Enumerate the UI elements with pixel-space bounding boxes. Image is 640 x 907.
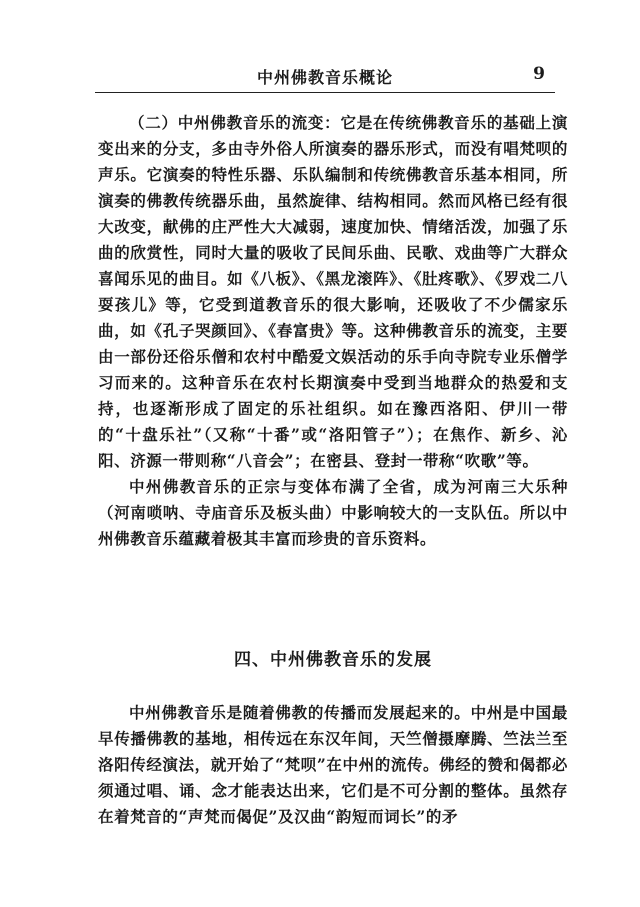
page-header — [95, 60, 555, 93]
section-body — [98, 700, 568, 830]
running-header-title: 中州佛教音乐概论 — [256, 68, 393, 87]
page-number: 9 — [533, 64, 545, 84]
section-heading: 四、中州佛教音乐的发展 — [234, 650, 432, 670]
paragraph-summary: 中州佛教音乐的正宗与变体布满了全省，成为河南三大乐种（河南唢呐、寺庙音乐及板头曲）中影响较大的一支队伍。所以中州佛教音乐蕴藏着极其丰富而珍贵的音乐资料。 — [98, 477, 568, 548]
body-text — [98, 110, 568, 552]
paragraph-development: 中州佛教音乐是随着佛教的传播而发展起来的。中州是中国最早传播佛教的基地，相传远在东汉年间，天竺僧摄摩腾、竺法兰至洛阳传经演法，就开始了“梵呗”在中州的流传。佛经的赞和偈都必须通过唱、诵、念才能表达出来，它们是不可分割的整体。虽然存在着梵音的“声梵而偈促”及汉曲“韵短而词长”的矛 — [98, 703, 568, 826]
paragraph-evolution: （二）中州佛教音乐的流变：它是在传统佛教音乐的基础上演变出来的分支，多由寺外俗人所演奏的器乐形式，而没有唱梵呗的声乐。它演奏的特性乐器、乐队编制和传统佛教音乐基本相同，所演奏的佛教传统器乐曲，虽然旋律、结构相同。然而风格已经有很大改变，献佛的庄严性大大减弱，速度加快、情绪活泼，加强了乐曲的欣赏性，同时大量的吸收了民间乐曲、民歌、戏曲等广大群众喜闻乐见的曲目。如《八板》、《黑龙滚阵》、《肚疼歌》、《罗戏二八耍孩儿》等，它受到道教音乐的很大影响，还吸收了不少儒家乐曲，如《孔子哭颜回》、《春富贵》等。这种佛教音乐的流变，主要由一部份还俗乐僧和农村中酷爱文娱活动的乐手向寺院专业乐僧学习而来的。这种音乐在农村长期演奏中受到当地群众的热爱和支持，也逐渐形成了固定的乐社组织。如在豫西洛阳、伊川一带的“十盘乐社”（又称“十番”或“洛阳管子”）；在焦作、新乡、沁阳、济源一带则称“八音会”；在密县、登封一带称“吹歌”等。 — [98, 113, 568, 470]
